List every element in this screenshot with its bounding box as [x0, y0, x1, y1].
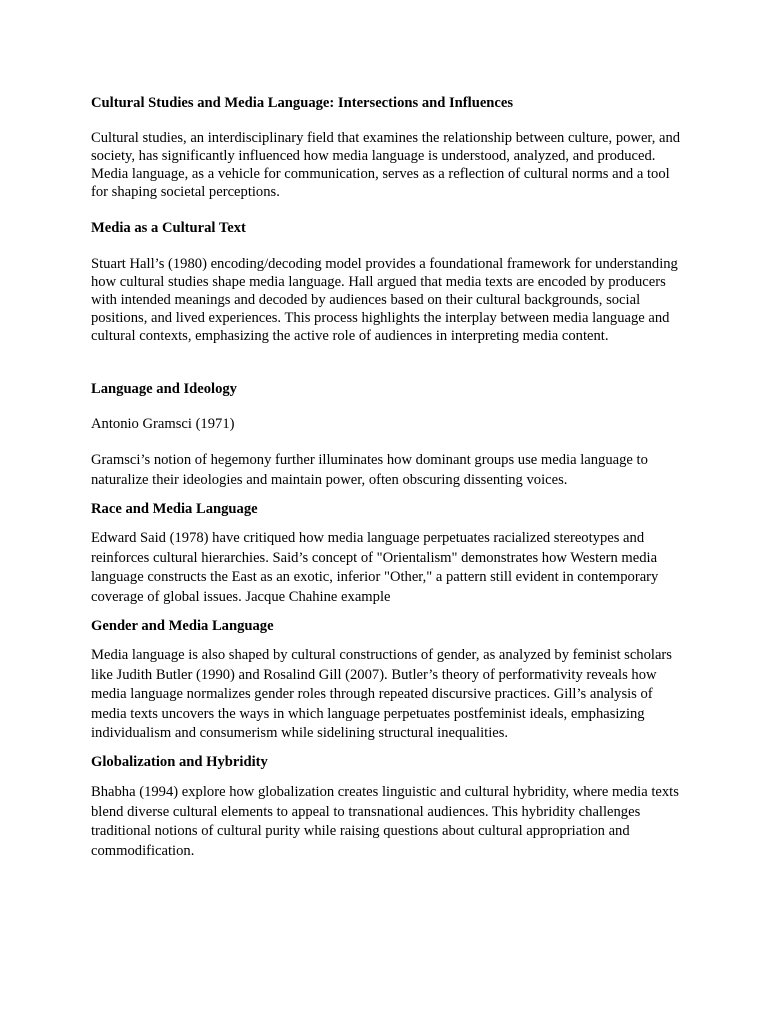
section-paragraph-bhabha: Bhabha (1994) explore how globalization creates linguistic and cultural hybridity, where media texts blend diverse cultural elements to appeal to transnational audiences. This hybridity challenges traditional notions of cultural purity while raising questions about cultural appropriation and commodification. [91, 784, 679, 859]
section-heading-globalization-and-hybridity: Globalization and Hybridity [91, 754, 268, 770]
intro-paragraph: Cultural studies, an interdisciplinary field that examines the relationship between culture, power, and society, has significantly influenced how media language is understood, analyzed, and produced. Media language, as a vehicle for communication, serves as a reflection of cultural norms and a tool for shaping societal perceptions. [91, 130, 681, 200]
section-paragraph-gramsci-citation: Antonio Gramsci (1971) [91, 416, 235, 432]
section-heading-language-and-ideology: Language and Ideology [91, 381, 237, 397]
section-paragraph-butler-gill: Media language is also shaped by cultural constructions of gender, as analyzed by feminist scholars like Judith Butler (1990) and Rosalind Gill (2007). Butler’s theory of performativity reveals how media language normalizes gender roles through repeated discursive practices. Gill’s analysis of media texts uncovers the ways in which language perpetuates postfeminist ideals, emphasizing individualism and consumerism while sidelining structural inequalities. [91, 647, 672, 741]
section-heading-gender-and-media-language: Gender and Media Language [91, 618, 274, 634]
section-heading-race-and-media-language: Race and Media Language [91, 501, 258, 517]
section-paragraph-gramsci: Gramsci’s notion of hegemony further illuminates how dominant groups use media language to naturalize their ideologies and maintain power, often obscuring dissenting voices. [91, 452, 648, 488]
section-paragraph-said: Edward Said (1978) have critiqued how media language perpetuates racialized stereotypes and reinforces cultural hierarchies. Said’s concept of "Orientalism" demonstrates how Western media language constructs the East as an exotic, inferior "Other," a pattern still evident in contemporary coverage of global issues. Jacque Chahine example [91, 530, 659, 605]
section-paragraph-hall: Stuart Hall’s (1980) encoding/decoding model provides a foundational framework for understanding how cultural studies shape media language. Hall argued that media texts are encoded by producers with intended meanings and decoded by audiences based on their cultural backgrounds, social positions, and lived experiences. This process highlights the interplay between media language and cultural contexts, emphasizing the active role of audiences in interpreting media content. [91, 256, 678, 344]
document-title: Cultural Studies and Media Language: Intersections and Influences [91, 95, 514, 111]
section-heading-media-as-cultural-text: Media as a Cultural Text [91, 220, 246, 236]
